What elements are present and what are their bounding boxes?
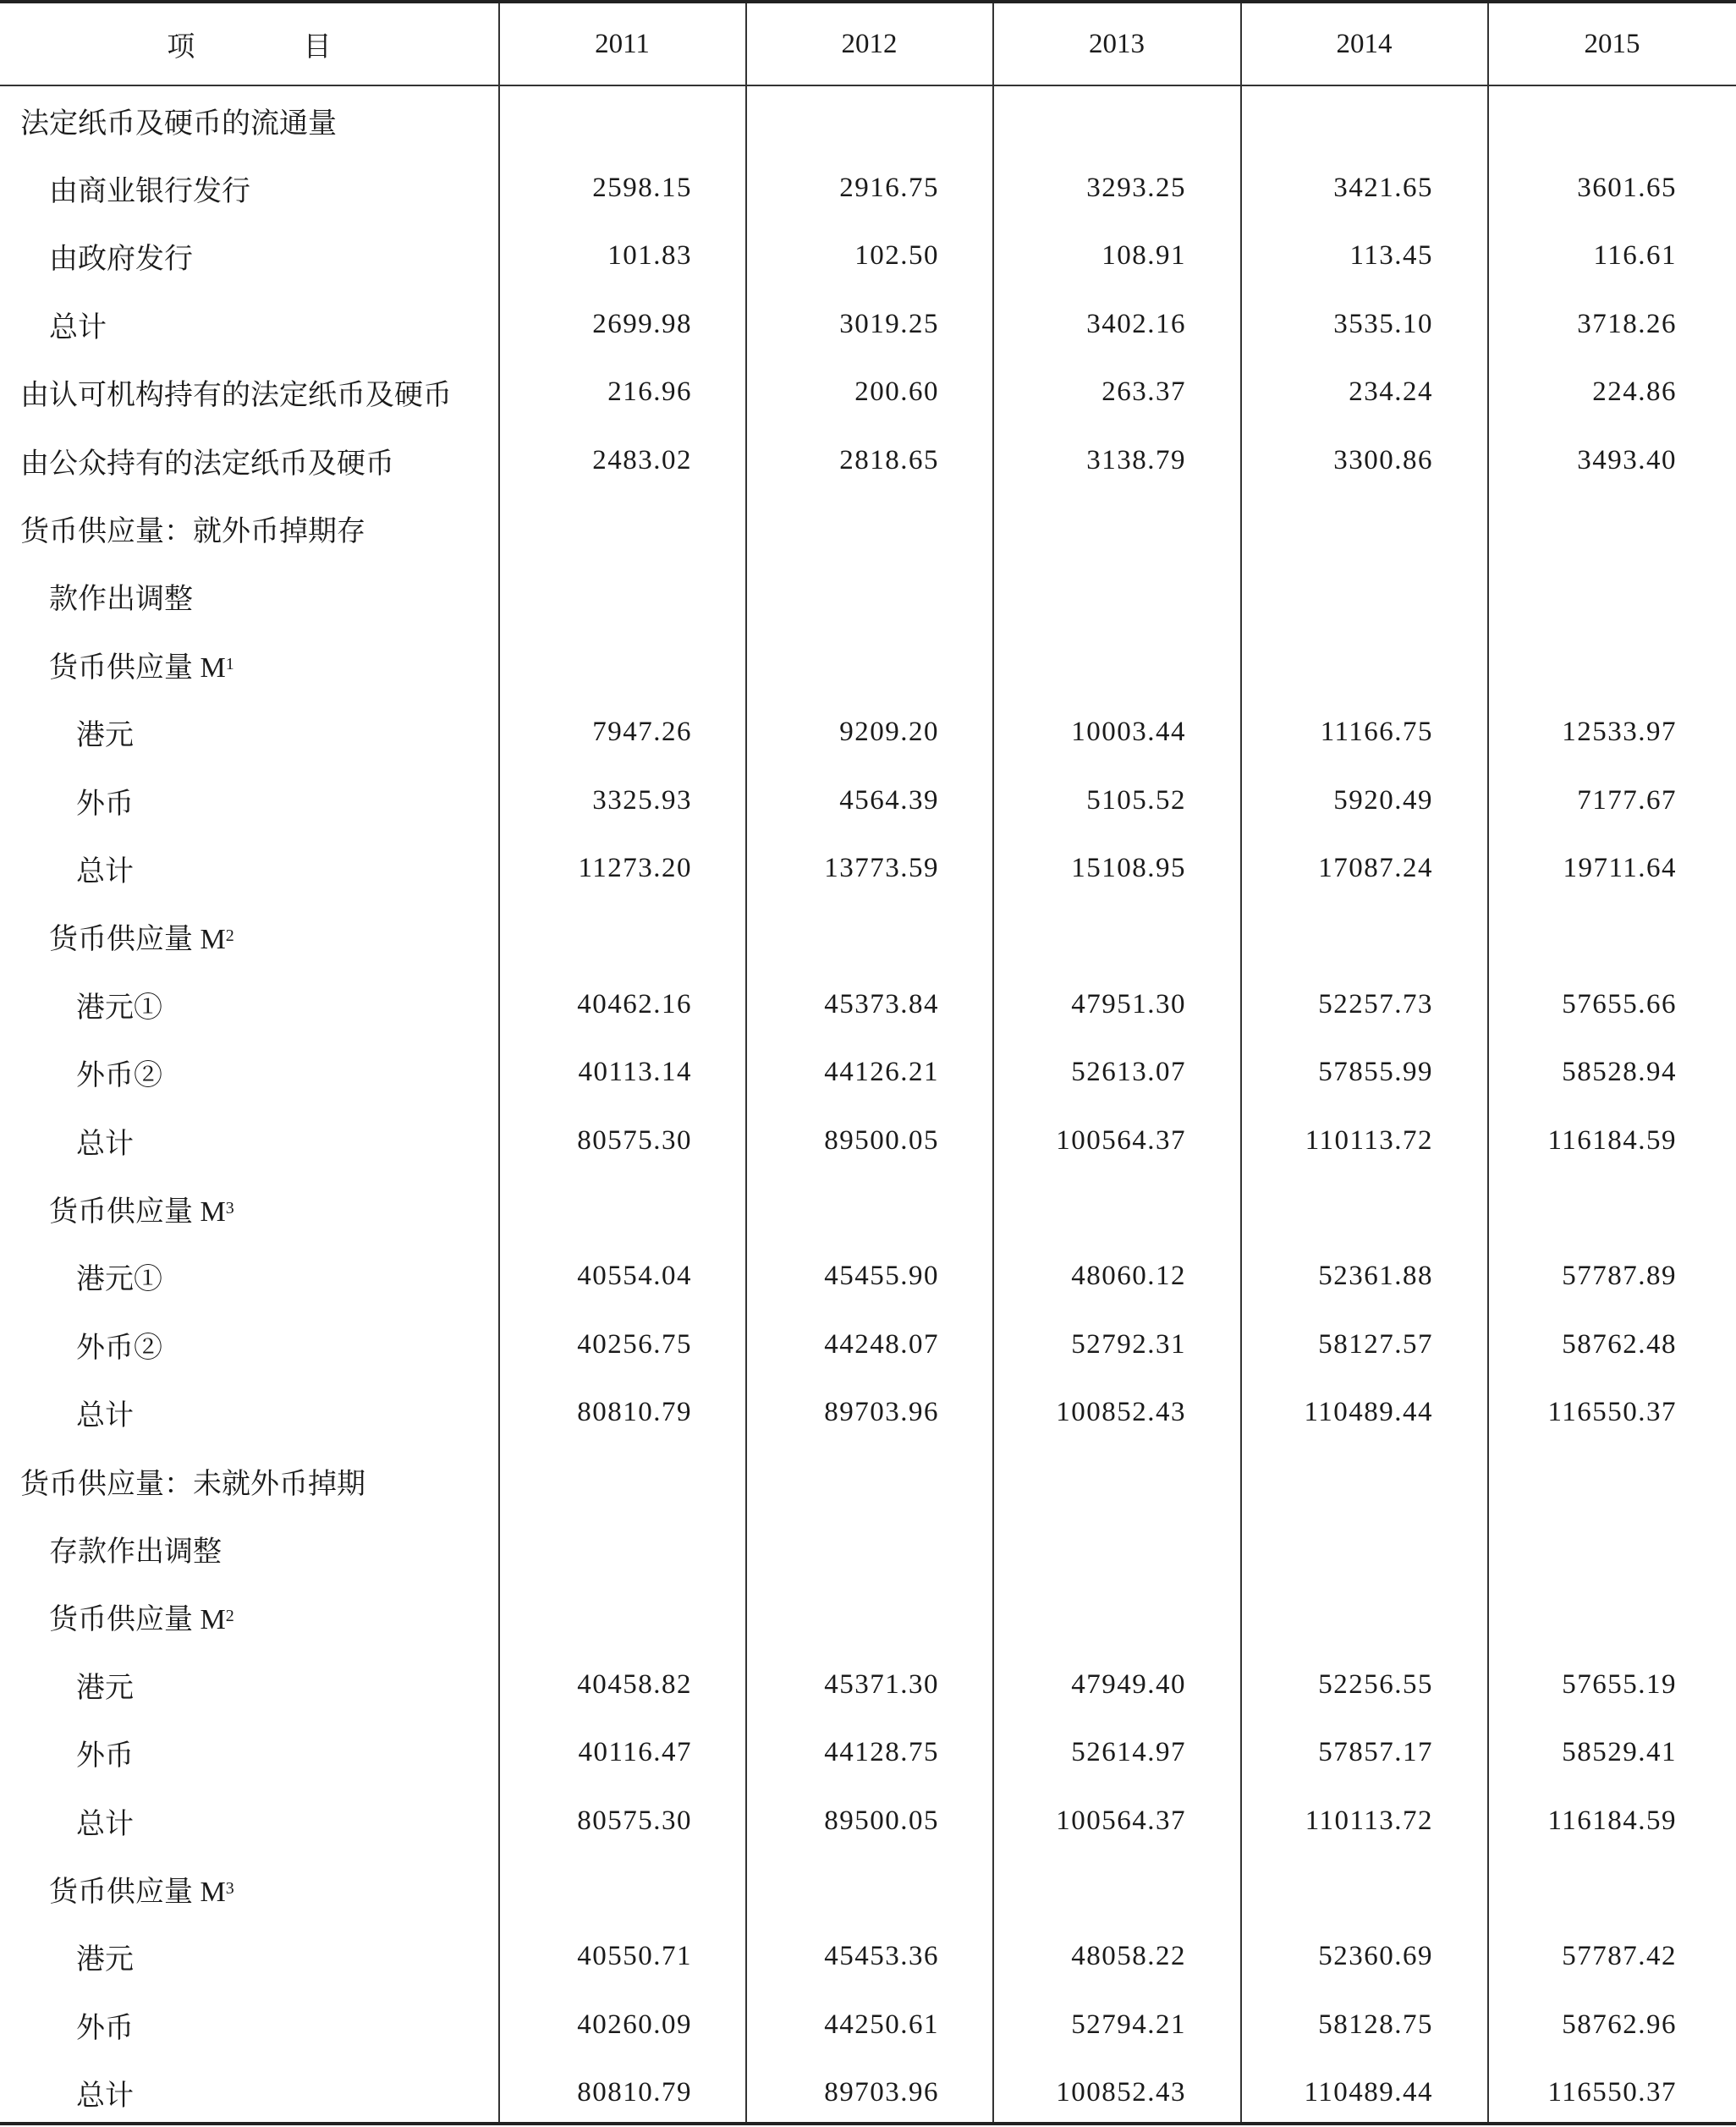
cell-2014: 3421.65 (1333, 173, 1433, 204)
row-label (76, 1719, 134, 1787)
cell-2015: 3601.65 (1577, 173, 1677, 204)
cell-2015: 116184.59 (1547, 1124, 1677, 1156)
cell-2012: 89703.96 (824, 1397, 939, 1428)
row-label (49, 1855, 234, 1922)
table-row (0, 2059, 1736, 2127)
row-label-text: 外币 (76, 1740, 134, 1772)
row-label (20, 359, 452, 426)
cell-2012: 200.60 (854, 376, 939, 408)
cell-2014: 52360.69 (1318, 1941, 1433, 1972)
row-label-text: 总计 (76, 1400, 134, 1432)
cell-2013: 100564.37 (1056, 1805, 1186, 1836)
table-row (0, 1719, 1736, 1787)
cell-2015: 57787.89 (1562, 1261, 1677, 1292)
cell-2014: 52257.73 (1318, 988, 1433, 1020)
cell-2015: 3718.26 (1577, 308, 1677, 339)
table-row (0, 154, 1736, 222)
cell-2015: 12533.97 (1562, 717, 1677, 748)
row-label (49, 290, 107, 358)
cell-2011: 11273.20 (578, 853, 692, 884)
cell-2013: 52614.97 (1071, 1737, 1186, 1768)
table-row (0, 903, 1736, 970)
row-label-text: 由商业银行发行 (49, 176, 250, 208)
cell-2015: 116.61 (1593, 240, 1677, 272)
table-row (0, 1311, 1736, 1378)
row-label (76, 767, 134, 834)
row-label (20, 494, 365, 562)
cell-2013: 3138.79 (1086, 444, 1186, 475)
row-label (76, 699, 134, 767)
row-label-text: 外币② (76, 1332, 162, 1364)
row-label-text: 由公众持有的法定纸币及硬币 (20, 448, 394, 480)
cell-2011: 40458.82 (577, 1668, 692, 1700)
cell-2012: 2916.75 (839, 173, 939, 204)
cell-2011: 7947.26 (592, 717, 692, 748)
cell-2015: 116184.59 (1547, 1805, 1677, 1836)
cell-2015: 58762.48 (1562, 1328, 1677, 1360)
cell-2011: 80575.30 (577, 1124, 692, 1156)
row-label-text: 由认可机构持有的法定纸币及硬币 (20, 380, 452, 412)
header-year-2012: 2012 (841, 28, 898, 59)
cell-2014: 234.24 (1349, 376, 1433, 408)
cell-2015: 7177.67 (1577, 784, 1677, 816)
header-year-2015: 2015 (1584, 28, 1640, 59)
row-label-text: 外币 (76, 2012, 134, 2044)
cell-2013: 5105.52 (1086, 784, 1186, 816)
row-label-text: 港元① (76, 1264, 162, 1296)
table-row (0, 1651, 1736, 1718)
row-label-text: 货币供应量：未就外币掉期 (20, 1468, 365, 1500)
table-row (0, 1243, 1736, 1311)
cell-2011: 40462.16 (577, 988, 692, 1020)
cell-2014: 5920.49 (1333, 784, 1433, 816)
table-row (0, 699, 1736, 767)
cell-2012: 45371.30 (824, 1668, 939, 1700)
row-label-text: 外币② (76, 1060, 162, 1092)
cell-2013: 52794.21 (1071, 2009, 1186, 2040)
cell-2011: 40554.04 (577, 1261, 692, 1292)
cell-2012: 89703.96 (824, 2077, 939, 2108)
row-label (49, 903, 234, 970)
row-label (76, 1923, 134, 1991)
row-label (76, 1991, 134, 2058)
table-row (0, 1855, 1736, 1922)
row-label (49, 1583, 234, 1651)
cell-2012: 13773.59 (824, 853, 939, 884)
cell-2015: 116550.37 (1547, 1397, 1677, 1428)
cell-2014: 58128.75 (1318, 2009, 1433, 2040)
row-label-subscript: 1 (225, 654, 234, 673)
cell-2012: 45373.84 (824, 988, 939, 1020)
cell-2011: 80575.30 (577, 1805, 692, 1836)
cell-2011: 216.96 (607, 376, 692, 408)
table-row (0, 1447, 1736, 1514)
row-label (76, 834, 134, 902)
cell-2011: 40113.14 (578, 1057, 692, 1088)
row-label-text: 货币供应量 M (49, 1196, 226, 1228)
table-row (0, 359, 1736, 426)
cell-2014: 110113.72 (1305, 1124, 1433, 1156)
header-item-label (0, 3, 498, 85)
row-label-text: 存款作出调整 (49, 1536, 222, 1569)
cell-2013: 47949.40 (1071, 1668, 1186, 1700)
table-row (0, 223, 1736, 290)
cell-2015: 58528.94 (1562, 1057, 1677, 1088)
table-row (0, 1514, 1736, 1582)
cell-2014: 110489.44 (1304, 1397, 1433, 1428)
row-label (49, 154, 250, 222)
table-row (0, 1923, 1736, 1991)
row-label-text: 法定纸币及硬币的流通量 (20, 107, 337, 140)
cell-2012: 89500.05 (824, 1805, 939, 1836)
cell-2014: 3535.10 (1333, 308, 1433, 339)
row-label (76, 1787, 134, 1855)
table-row (0, 1787, 1736, 1855)
cell-2011: 40256.75 (577, 1328, 692, 1360)
row-label (76, 970, 162, 1038)
cell-2012: 102.50 (854, 240, 939, 272)
cell-2015: 58529.41 (1562, 1737, 1677, 1768)
cell-2015: 3493.40 (1577, 444, 1677, 475)
row-label (76, 2059, 134, 2127)
cell-2013: 52613.07 (1071, 1057, 1186, 1088)
cell-2013: 47951.30 (1071, 988, 1186, 1020)
cell-2012: 89500.05 (824, 1124, 939, 1156)
cell-2013: 15108.95 (1071, 853, 1186, 884)
row-label-text: 总计 (49, 311, 107, 344)
row-label-text: 港元 (76, 720, 134, 752)
row-label-text: 款作出调整 (49, 584, 193, 616)
table-row (0, 290, 1736, 358)
cell-2013: 100852.43 (1056, 1397, 1186, 1428)
cell-2011: 3325.93 (592, 784, 692, 816)
cell-2011: 40116.47 (578, 1737, 692, 1768)
row-label (76, 1311, 162, 1378)
table-row (0, 86, 1736, 154)
cell-2015: 224.86 (1592, 376, 1677, 408)
cell-2013: 48060.12 (1071, 1261, 1186, 1292)
row-label-text: 货币供应量 M (49, 924, 226, 956)
cell-2013: 100564.37 (1056, 1124, 1186, 1156)
cell-2014: 58127.57 (1318, 1328, 1433, 1360)
table-row (0, 1174, 1736, 1242)
table-row (0, 1039, 1736, 1107)
cell-2015: 58762.96 (1562, 2009, 1677, 2040)
table-row (0, 1107, 1736, 1174)
cell-2015: 57655.66 (1562, 988, 1677, 1020)
row-label (49, 223, 193, 290)
cell-2013: 52792.31 (1071, 1328, 1186, 1360)
row-label (49, 630, 234, 698)
row-label-text: 总计 (76, 856, 134, 888)
row-label (76, 1379, 134, 1447)
table-row (0, 767, 1736, 834)
row-label-text: 总计 (76, 1808, 134, 1840)
cell-2012: 44126.21 (824, 1057, 939, 1088)
row-label-text: 港元① (76, 992, 162, 1024)
cell-2012: 44250.61 (824, 2009, 939, 2040)
table-row (0, 426, 1736, 494)
cell-2012: 45453.36 (824, 1941, 939, 1972)
cell-2012: 44128.75 (824, 1737, 939, 1768)
row-label (76, 1243, 162, 1311)
cell-2015: 57655.19 (1562, 1668, 1677, 1700)
cell-2012: 3019.25 (839, 308, 939, 339)
row-label (49, 563, 193, 630)
cell-2013: 100852.43 (1056, 2077, 1186, 2108)
cell-2015: 19711.64 (1563, 853, 1677, 884)
cell-2011: 2699.98 (592, 308, 692, 339)
table-header-row (0, 3, 1736, 86)
header-year-2013: 2013 (1089, 28, 1145, 59)
cell-2012: 44248.07 (824, 1328, 939, 1360)
row-label-text: 港元 (76, 1672, 134, 1704)
table-row (0, 630, 1736, 698)
cell-2014: 57857.17 (1318, 1737, 1433, 1768)
cell-2014: 57855.99 (1318, 1057, 1433, 1088)
row-label (20, 1447, 365, 1514)
cell-2014: 52361.88 (1318, 1261, 1433, 1292)
cell-2012: 4564.39 (839, 784, 939, 816)
cell-2013: 3402.16 (1086, 308, 1186, 339)
cell-2013: 108.91 (1101, 240, 1186, 272)
cell-2011: 40260.09 (577, 2009, 692, 2040)
cell-2013: 263.37 (1101, 376, 1186, 408)
row-label-subscript: 3 (225, 1879, 234, 1899)
table-row (0, 494, 1736, 562)
row-label-text: 港元 (76, 1944, 134, 1976)
cell-2014: 3300.86 (1333, 444, 1433, 475)
row-label-text: 外币 (76, 788, 134, 820)
cell-2012: 9209.20 (839, 717, 939, 748)
row-label (76, 1039, 162, 1107)
cell-2012: 45455.90 (824, 1261, 939, 1292)
cell-2014: 52256.55 (1318, 1668, 1433, 1700)
cell-2011: 2483.02 (592, 444, 692, 475)
header-year-2014: 2014 (1336, 28, 1393, 59)
cell-2014: 110113.72 (1305, 1805, 1433, 1836)
cell-2015: 57787.42 (1562, 1941, 1677, 1972)
row-label-text: 货币供应量 M (49, 651, 226, 684)
cell-2015: 116550.37 (1547, 2077, 1677, 2108)
cell-2011: 101.83 (607, 240, 692, 272)
cell-2011: 80810.79 (577, 1397, 692, 1428)
row-label (20, 426, 394, 494)
header-item-text: 项 目 (167, 31, 382, 63)
row-label (20, 86, 337, 154)
row-label (76, 1651, 134, 1718)
row-label (49, 1174, 234, 1242)
cell-2014: 11166.75 (1320, 717, 1433, 748)
cell-2014: 17087.24 (1318, 853, 1433, 884)
table-row (0, 563, 1736, 630)
table-row (0, 970, 1736, 1038)
header-year-2011: 2011 (595, 28, 650, 59)
row-label (49, 1514, 222, 1582)
cell-2011: 40550.71 (577, 1941, 692, 1972)
cell-2012: 2818.65 (839, 444, 939, 475)
row-label-subscript: 2 (225, 1607, 234, 1626)
table-row (0, 1583, 1736, 1651)
cell-2011: 80810.79 (577, 2077, 692, 2108)
row-label (76, 1107, 134, 1174)
row-label-text: 总计 (76, 2080, 134, 2113)
cell-2014: 113.45 (1349, 240, 1433, 272)
cell-2014: 110489.44 (1304, 2077, 1433, 2108)
row-label-text: 总计 (76, 1128, 134, 1160)
row-label-text: 货币供应量 M (49, 1877, 226, 1909)
row-label-text: 货币供应量 M (49, 1604, 226, 1636)
cell-2011: 2598.15 (592, 173, 692, 204)
table-row (0, 834, 1736, 902)
table-row (0, 1991, 1736, 2058)
row-label-subscript: 2 (225, 926, 234, 946)
cell-2013: 3293.25 (1086, 173, 1186, 204)
cell-2013: 48058.22 (1071, 1941, 1186, 1972)
row-label-text: 货币供应量：就外币掉期存 (20, 516, 365, 548)
cell-2013: 10003.44 (1071, 717, 1186, 748)
table-row (0, 1379, 1736, 1447)
row-label-subscript: 3 (225, 1199, 234, 1218)
row-label-text: 由政府发行 (49, 244, 193, 276)
